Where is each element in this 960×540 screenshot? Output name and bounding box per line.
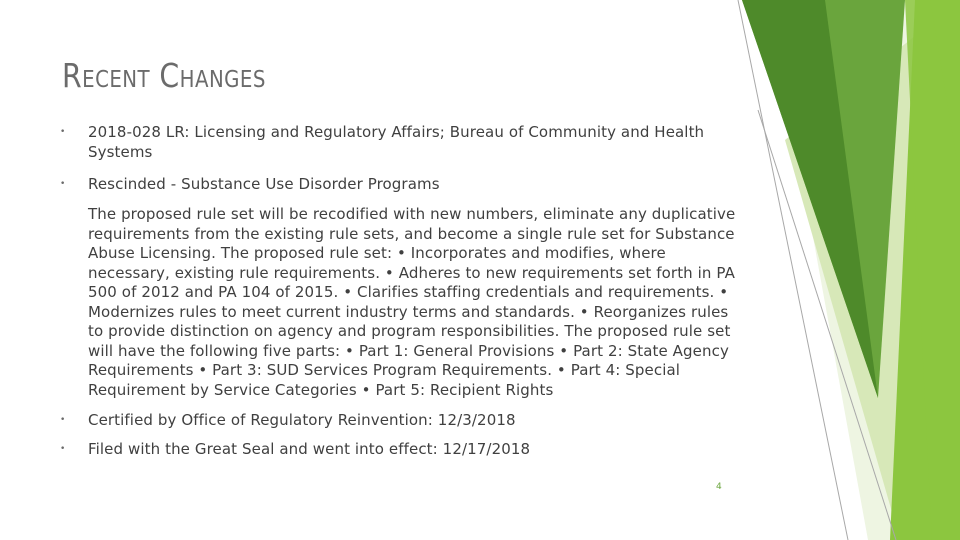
bullet-item-4 [60,439,740,459]
bullet-item-text: Filed with the Great Seal and went into effect: 12/17/2018 [88,440,531,458]
slide-title: Recent Changes [62,56,266,95]
bullet-glyph: • [60,444,66,454]
bullet-glyph: • [60,179,66,189]
page-number: 4 [716,482,722,492]
bullet-glyph: • [60,415,66,425]
bullet-item-text: 2018-028 LR: Licensing and Regulatory Affairs; Bureau of Community and Health Systems [88,123,705,161]
rule-set-description: The proposed rule set will be recodified with new numbers, eliminate any duplicative requirements from the existing rule sets, and become a single rule set for Substance Abuse Licensing. The proposed rule set: • Incorporates and modifies, where necessary, existing rule requirements. • Adheres to new requirements set forth in PA 500 of 2012 and PA 104 of 2015. • Clarifies staffing credentials and requirements. • Modernizes rules to meet current industry terms and standards. • Reorganizes rules to provide distinction on agency and program responsibilities. The proposed rule set will have the following five parts: • Part 1: General Provisions • Part 2: State Agency Requirements • Part 3: SUD Services Program Requirements. • Part 4: Special Requirement by Service Categories • Part 5: Recipient Rights [88,205,736,399]
bullet-item-3 [60,410,740,430]
bullet-item-1 [60,122,740,162]
bullet-item-text: Rescinded - Substance Use Disorder Programs [88,175,440,193]
bullet-item-text: Certified by Office of Regulatory Reinvention: 12/3/2018 [88,411,516,429]
bullet-item-2 [60,174,740,194]
bullet-glyph: • [60,127,66,137]
slide-body [60,118,740,459]
